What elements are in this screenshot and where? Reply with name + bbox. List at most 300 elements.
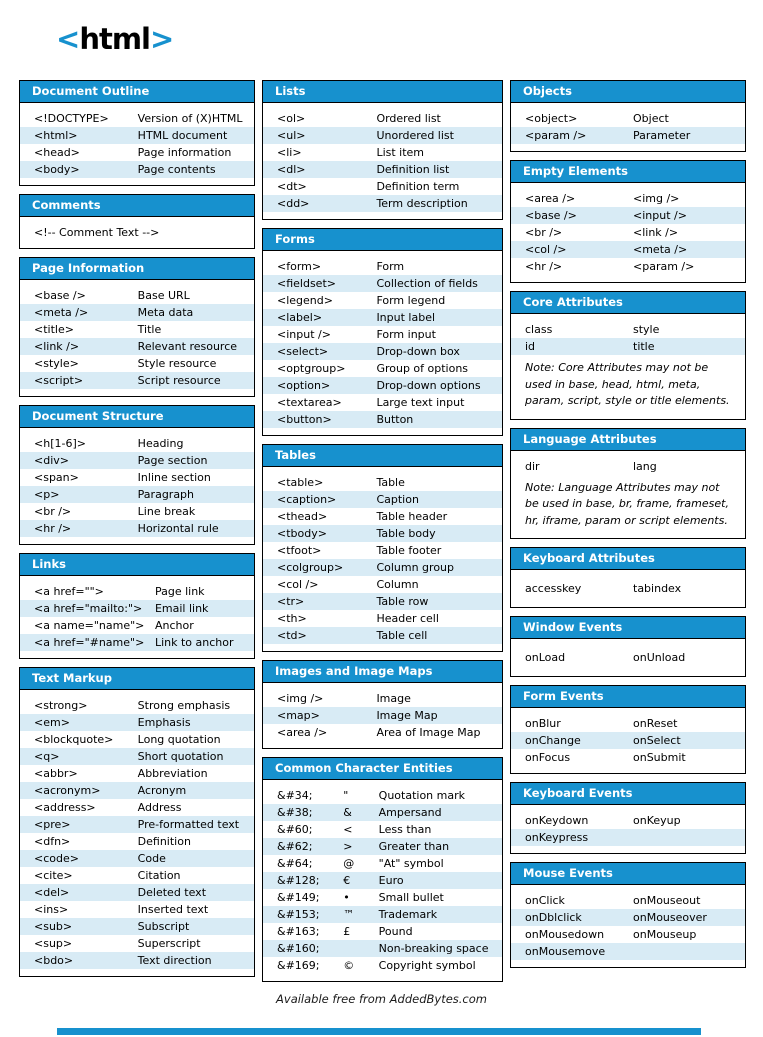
panel-body xyxy=(20,690,254,976)
code-cell: <legend> xyxy=(277,294,333,307)
panel-keyboard-events xyxy=(510,782,746,854)
column-2 xyxy=(262,80,503,990)
panel-document-structure xyxy=(19,405,255,545)
table-row xyxy=(263,394,502,411)
panel-body xyxy=(20,103,254,185)
table-row xyxy=(511,732,745,749)
description-cell: Link to anchor xyxy=(154,636,234,649)
table-row xyxy=(511,110,745,127)
table-row xyxy=(511,812,745,829)
description-cell: Superscript xyxy=(137,937,201,950)
code-cell: onFocus xyxy=(525,751,571,764)
table-row xyxy=(20,127,254,144)
code-cell: <a href="#name"> xyxy=(34,636,145,649)
panel-common-character-entities xyxy=(262,757,503,982)
panel-comments xyxy=(19,194,255,249)
panel-language-attributes xyxy=(510,428,746,540)
description-cell: Header cell xyxy=(376,612,439,625)
code-cell: <option> xyxy=(277,379,331,392)
code-cell: &#64; xyxy=(277,857,313,870)
code-cell: <a name="name"> xyxy=(34,619,145,632)
description-cell: Email link xyxy=(154,602,209,615)
table-row xyxy=(20,520,254,537)
table-row xyxy=(263,525,502,542)
description-cell: Text direction xyxy=(137,954,212,967)
description-cell: Caption xyxy=(376,493,419,506)
code-cell: <strong> xyxy=(34,699,88,712)
code-cell: onLoad xyxy=(525,651,566,664)
table-row xyxy=(263,258,502,275)
table-row xyxy=(263,542,502,559)
description-cell: <meta /> xyxy=(633,243,688,256)
code-cell: <form> xyxy=(277,260,322,273)
panel-title: Document Structure xyxy=(20,406,254,428)
description-cell: Ampersand xyxy=(378,806,442,819)
description-cell: <param /> xyxy=(633,260,695,273)
description-cell: <link /> xyxy=(633,226,679,239)
panel-title: Objects xyxy=(511,81,745,103)
description-cell: Address xyxy=(137,801,182,814)
note-text: Note: Core Attributes may not be used in base, head, html, meta, param, script, style or title elements. xyxy=(525,361,730,407)
panel-body xyxy=(20,576,254,658)
table-row xyxy=(263,838,502,855)
logo-open-bracket-icon: < xyxy=(56,22,80,56)
code-cell: <ul> xyxy=(277,129,306,142)
code-cell: <br /> xyxy=(525,226,563,239)
table-row xyxy=(511,580,745,597)
table-row xyxy=(511,321,745,338)
table-row xyxy=(263,889,502,906)
panel-body xyxy=(263,251,502,435)
description-cell: Inserted text xyxy=(137,903,209,916)
description-cell: Table cell xyxy=(376,629,428,642)
table-row xyxy=(20,867,254,884)
code-cell: <map> xyxy=(277,709,320,722)
code-cell: <col /> xyxy=(277,578,319,591)
table-row xyxy=(263,411,502,428)
table-row xyxy=(511,749,745,766)
description-cell: Column xyxy=(376,578,419,591)
panel-title: Tables xyxy=(263,445,502,467)
table-row xyxy=(511,943,745,960)
code-cell: &#163; xyxy=(277,925,320,938)
description-cell: Anchor xyxy=(154,619,194,632)
description-cell: Column group xyxy=(376,561,455,574)
description-cell: onMouseup xyxy=(633,928,697,941)
table-row xyxy=(263,872,502,889)
code-cell: <cite> xyxy=(34,869,73,882)
code-cell: <meta /> xyxy=(34,306,89,319)
panel-lists xyxy=(262,80,503,220)
panel-body xyxy=(511,451,745,539)
table-row xyxy=(20,714,254,731)
panel-body xyxy=(263,780,502,981)
description-cell: Small bullet xyxy=(378,891,444,904)
table-row xyxy=(20,850,254,867)
table-row xyxy=(263,821,502,838)
panel-title: Form Events xyxy=(511,686,745,708)
table-row xyxy=(20,144,254,161)
table-row xyxy=(263,576,502,593)
code-cell: <area /> xyxy=(525,192,576,205)
code-cell: <base /> xyxy=(34,289,86,302)
description-cell: Copyright symbol xyxy=(378,959,476,972)
description-cell: Long quotation xyxy=(137,733,221,746)
description-cell: Meta data xyxy=(137,306,194,319)
html-logo xyxy=(56,22,173,56)
code-cell: <area /> xyxy=(277,726,328,739)
description-cell: tabindex xyxy=(633,582,682,595)
description-cell: Form xyxy=(376,260,405,273)
table-row xyxy=(263,957,502,974)
code-cell: <code> xyxy=(34,852,79,865)
code-cell: <p> xyxy=(34,488,60,501)
panel-title: Empty Elements xyxy=(511,161,745,183)
description-cell: Definition list xyxy=(376,163,450,176)
description-cell: Deleted text xyxy=(137,886,207,899)
description-cell: Code xyxy=(137,852,166,865)
logo-text: html xyxy=(79,22,150,56)
table-row xyxy=(20,224,254,241)
table-row xyxy=(20,469,254,486)
code-cell: &#169; xyxy=(277,959,320,972)
description-cell: Euro xyxy=(378,874,404,887)
code-cell: <em> xyxy=(34,716,70,729)
code-cell: <li> xyxy=(277,146,302,159)
table-row xyxy=(511,926,745,943)
code-cell: <input /> xyxy=(277,328,331,341)
description-cell: Quotation mark xyxy=(378,789,465,802)
symbol-cell: ™ xyxy=(343,908,355,921)
code-cell: <body> xyxy=(34,163,80,176)
code-cell: class xyxy=(525,323,553,336)
description-cell: Ordered list xyxy=(376,112,441,125)
symbol-cell: € xyxy=(343,874,351,887)
code-cell: <sup> xyxy=(34,937,73,950)
description-cell: Title xyxy=(137,323,162,336)
description-cell: Pound xyxy=(378,925,413,938)
table-row xyxy=(263,610,502,627)
table-row xyxy=(20,816,254,833)
table-row xyxy=(20,799,254,816)
panel-title: Keyboard Attributes xyxy=(511,548,745,570)
table-row xyxy=(20,304,254,321)
description-cell: Group of options xyxy=(376,362,469,375)
code-cell: <ol> xyxy=(277,112,306,125)
table-row xyxy=(263,707,502,724)
panel-objects xyxy=(510,80,746,152)
table-row xyxy=(263,724,502,741)
code-cell: <fieldset> xyxy=(277,277,336,290)
panel-body xyxy=(511,639,745,676)
description-cell: Less than xyxy=(378,823,432,836)
description-cell: Short quotation xyxy=(137,750,224,763)
panel-body xyxy=(511,183,745,282)
table-row xyxy=(263,804,502,821)
table-row xyxy=(263,559,502,576)
code-cell: <dl> xyxy=(277,163,306,176)
description-cell: Definition xyxy=(137,835,191,848)
code-cell: onKeypress xyxy=(525,831,589,844)
description-cell: Table row xyxy=(376,595,429,608)
code-cell: <title> xyxy=(34,323,74,336)
table-row xyxy=(20,765,254,782)
code-cell: onChange xyxy=(525,734,581,747)
panel-body xyxy=(20,217,254,248)
description-cell: Form legend xyxy=(376,294,446,307)
code-cell: <thead> xyxy=(277,510,328,523)
symbol-cell: " xyxy=(343,789,349,802)
description-cell: onSubmit xyxy=(633,751,686,764)
table-row xyxy=(511,207,745,224)
table-row xyxy=(20,617,254,634)
code-cell: <bdo> xyxy=(34,954,74,967)
code-cell: <abbr> xyxy=(34,767,78,780)
description-cell: Inline section xyxy=(137,471,211,484)
table-row xyxy=(263,593,502,610)
code-cell: <textarea> xyxy=(277,396,342,409)
description-cell: Subscript xyxy=(137,920,190,933)
description-cell: Drop-down options xyxy=(376,379,481,392)
description-cell: Table body xyxy=(376,527,436,540)
description-cell: Line break xyxy=(137,505,196,518)
code-cell: <col /> xyxy=(525,243,567,256)
table-row xyxy=(263,940,502,957)
table-row xyxy=(20,338,254,355)
note-text: Note: Language Attributes may not be used in base, br, frame, frameset, hr, iframe, param or script elements. xyxy=(525,480,729,527)
panel-body xyxy=(511,708,745,773)
table-row xyxy=(263,474,502,491)
code-cell: <link /> xyxy=(34,340,80,353)
panel-title: Lists xyxy=(263,81,502,103)
symbol-cell: < xyxy=(343,823,353,836)
code-cell: <script> xyxy=(34,374,84,387)
code-cell: onMousedown xyxy=(525,928,605,941)
code-cell: <select> xyxy=(277,345,329,358)
panel-title: Keyboard Events xyxy=(511,783,745,805)
table-row xyxy=(20,748,254,765)
panel-document-outline xyxy=(19,80,255,186)
code-cell: dir xyxy=(525,459,540,473)
table-row xyxy=(511,338,745,355)
code-cell: &#62; xyxy=(277,840,313,853)
code-cell: <html> xyxy=(34,129,78,142)
description-cell: style xyxy=(633,323,660,336)
table-row xyxy=(263,508,502,525)
table-row xyxy=(263,161,502,178)
table-row xyxy=(20,901,254,918)
table-row xyxy=(511,829,745,846)
panel-forms xyxy=(262,228,503,436)
table-row xyxy=(20,952,254,969)
logo-close-bracket-icon: > xyxy=(149,22,174,56)
table-row xyxy=(263,309,502,326)
table-row xyxy=(511,458,745,475)
table-row xyxy=(20,161,254,178)
symbol-cell: & xyxy=(343,806,352,819)
description-cell: Page information xyxy=(137,146,232,159)
table-row xyxy=(511,224,745,241)
description-cell: Page section xyxy=(137,454,208,467)
column-3 xyxy=(510,80,746,976)
description-cell: Large text input xyxy=(376,396,465,409)
description-cell: <img /> xyxy=(633,192,680,205)
table-row xyxy=(263,195,502,212)
description-cell: Table header xyxy=(376,510,448,523)
code-cell: <a href="mailto:"> xyxy=(34,602,143,615)
table-row xyxy=(20,452,254,469)
code-cell: <q> xyxy=(34,750,60,763)
code-cell: <label> xyxy=(277,311,323,324)
code-cell: <style> xyxy=(34,357,79,370)
code-cell: &#149; xyxy=(277,891,320,904)
description-cell: Form input xyxy=(376,328,436,341)
panel-title: Common Character Entities xyxy=(263,758,502,780)
description-cell: <input /> xyxy=(633,209,687,222)
description-cell: Acronym xyxy=(137,784,187,797)
description-cell: Relevant resource xyxy=(137,340,238,353)
code-cell: <hr /> xyxy=(525,260,563,273)
description-cell: Heading xyxy=(137,437,184,450)
panel-title: Language Attributes xyxy=(511,429,745,451)
description-cell: Emphasis xyxy=(137,716,191,729)
column-1 xyxy=(19,80,255,985)
description-cell: onKeyup xyxy=(633,814,681,827)
panel-keyboard-attributes xyxy=(510,547,746,608)
symbol-cell: • xyxy=(343,891,350,904)
description-cell: Style resource xyxy=(137,357,217,370)
table-row xyxy=(263,326,502,343)
panel-title: Document Outline xyxy=(20,81,254,103)
panel-title: Comments xyxy=(20,195,254,217)
code-cell: &#60; xyxy=(277,823,313,836)
code-cell: <blockquote> xyxy=(34,733,114,746)
description-cell: Unordered list xyxy=(376,129,454,142)
description-cell: onUnload xyxy=(633,651,686,664)
table-row xyxy=(20,486,254,503)
panel-mouse-events xyxy=(510,862,746,968)
table-row xyxy=(263,855,502,872)
code-cell: <tfoot> xyxy=(277,544,322,557)
description-cell: Page link xyxy=(154,585,205,598)
code-cell: <tr> xyxy=(277,595,305,608)
code-cell: &#153; xyxy=(277,908,320,921)
code-cell: <span> xyxy=(34,471,79,484)
panel-body xyxy=(263,683,502,748)
code-cell: <!DOCTYPE> xyxy=(34,112,109,125)
code-cell: <sub> xyxy=(34,920,73,933)
code-cell: <object> xyxy=(525,112,578,125)
table-row xyxy=(20,731,254,748)
description-cell: Definition term xyxy=(376,180,460,193)
table-row xyxy=(20,918,254,935)
panel-title: Forms xyxy=(263,229,502,251)
table-row xyxy=(263,491,502,508)
panel-core-attributes xyxy=(510,291,746,420)
description-cell: Object xyxy=(633,112,669,125)
description-cell: Paragraph xyxy=(137,488,195,501)
table-row xyxy=(263,343,502,360)
table-row xyxy=(263,360,502,377)
code-cell: <pre> xyxy=(34,818,71,831)
panel-body xyxy=(511,314,745,419)
table-row xyxy=(263,690,502,707)
table-row xyxy=(263,787,502,804)
description-cell: lang xyxy=(633,459,657,473)
table-row xyxy=(20,884,254,901)
description-cell: Version of (X)HTML xyxy=(137,112,243,125)
panel-title: Links xyxy=(20,554,254,576)
table-row xyxy=(511,127,745,144)
panel-title: Core Attributes xyxy=(511,292,745,314)
table-row xyxy=(511,892,745,909)
description-cell: Greater than xyxy=(378,840,450,853)
cheatsheet-columns xyxy=(19,80,746,990)
description-cell: Base URL xyxy=(137,289,190,302)
table-row xyxy=(511,715,745,732)
code-cell: <dt> xyxy=(277,180,307,193)
code-cell: onDblclick xyxy=(525,911,582,924)
description-cell: HTML document xyxy=(137,129,228,142)
code-cell: &#160; xyxy=(277,942,320,955)
description-cell: onMouseover xyxy=(633,911,707,924)
table-row xyxy=(511,909,745,926)
description-cell: onReset xyxy=(633,717,678,730)
code-cell: id xyxy=(525,340,536,353)
table-row xyxy=(20,355,254,372)
panel-text-markup xyxy=(19,667,255,977)
panel-body xyxy=(263,103,502,219)
description-cell: Drop-down box xyxy=(376,345,460,358)
panel-title: Mouse Events xyxy=(511,863,745,885)
panel-title: Text Markup xyxy=(20,668,254,690)
table-row xyxy=(20,435,254,452)
table-row xyxy=(263,144,502,161)
description-cell: List item xyxy=(376,146,425,159)
table-row xyxy=(511,649,745,666)
description-cell: Script resource xyxy=(137,374,221,387)
panel-form-events xyxy=(510,685,746,774)
code-cell: <hr /> xyxy=(34,522,72,535)
table-row xyxy=(20,697,254,714)
footer-credit: Available free from AddedBytes.com xyxy=(276,992,487,1006)
table-row xyxy=(263,627,502,644)
table-row xyxy=(263,377,502,394)
code-cell: <tbody> xyxy=(277,527,327,540)
panel-title: Window Events xyxy=(511,617,745,639)
code-cell: <td> xyxy=(277,629,307,642)
code-cell: <!-- Comment Text --> xyxy=(34,226,160,239)
table-row xyxy=(511,241,745,258)
panel-empty-elements xyxy=(510,160,746,283)
description-cell: Parameter xyxy=(633,129,691,142)
description-cell: "At" symbol xyxy=(378,857,444,870)
code-cell: &#34; xyxy=(277,789,313,802)
description-cell: Image Map xyxy=(376,709,438,722)
table-row xyxy=(263,275,502,292)
code-cell: <a href=""> xyxy=(34,585,104,598)
panel-body xyxy=(20,280,254,396)
code-cell: <head> xyxy=(34,146,80,159)
table-row xyxy=(20,321,254,338)
table-row xyxy=(20,583,254,600)
code-cell: &#128; xyxy=(277,874,320,887)
panel-body xyxy=(20,428,254,544)
code-cell: <caption> xyxy=(277,493,337,506)
code-cell: <img /> xyxy=(277,692,324,705)
description-cell: Collection of fields xyxy=(376,277,478,290)
code-cell: onKeydown xyxy=(525,814,589,827)
